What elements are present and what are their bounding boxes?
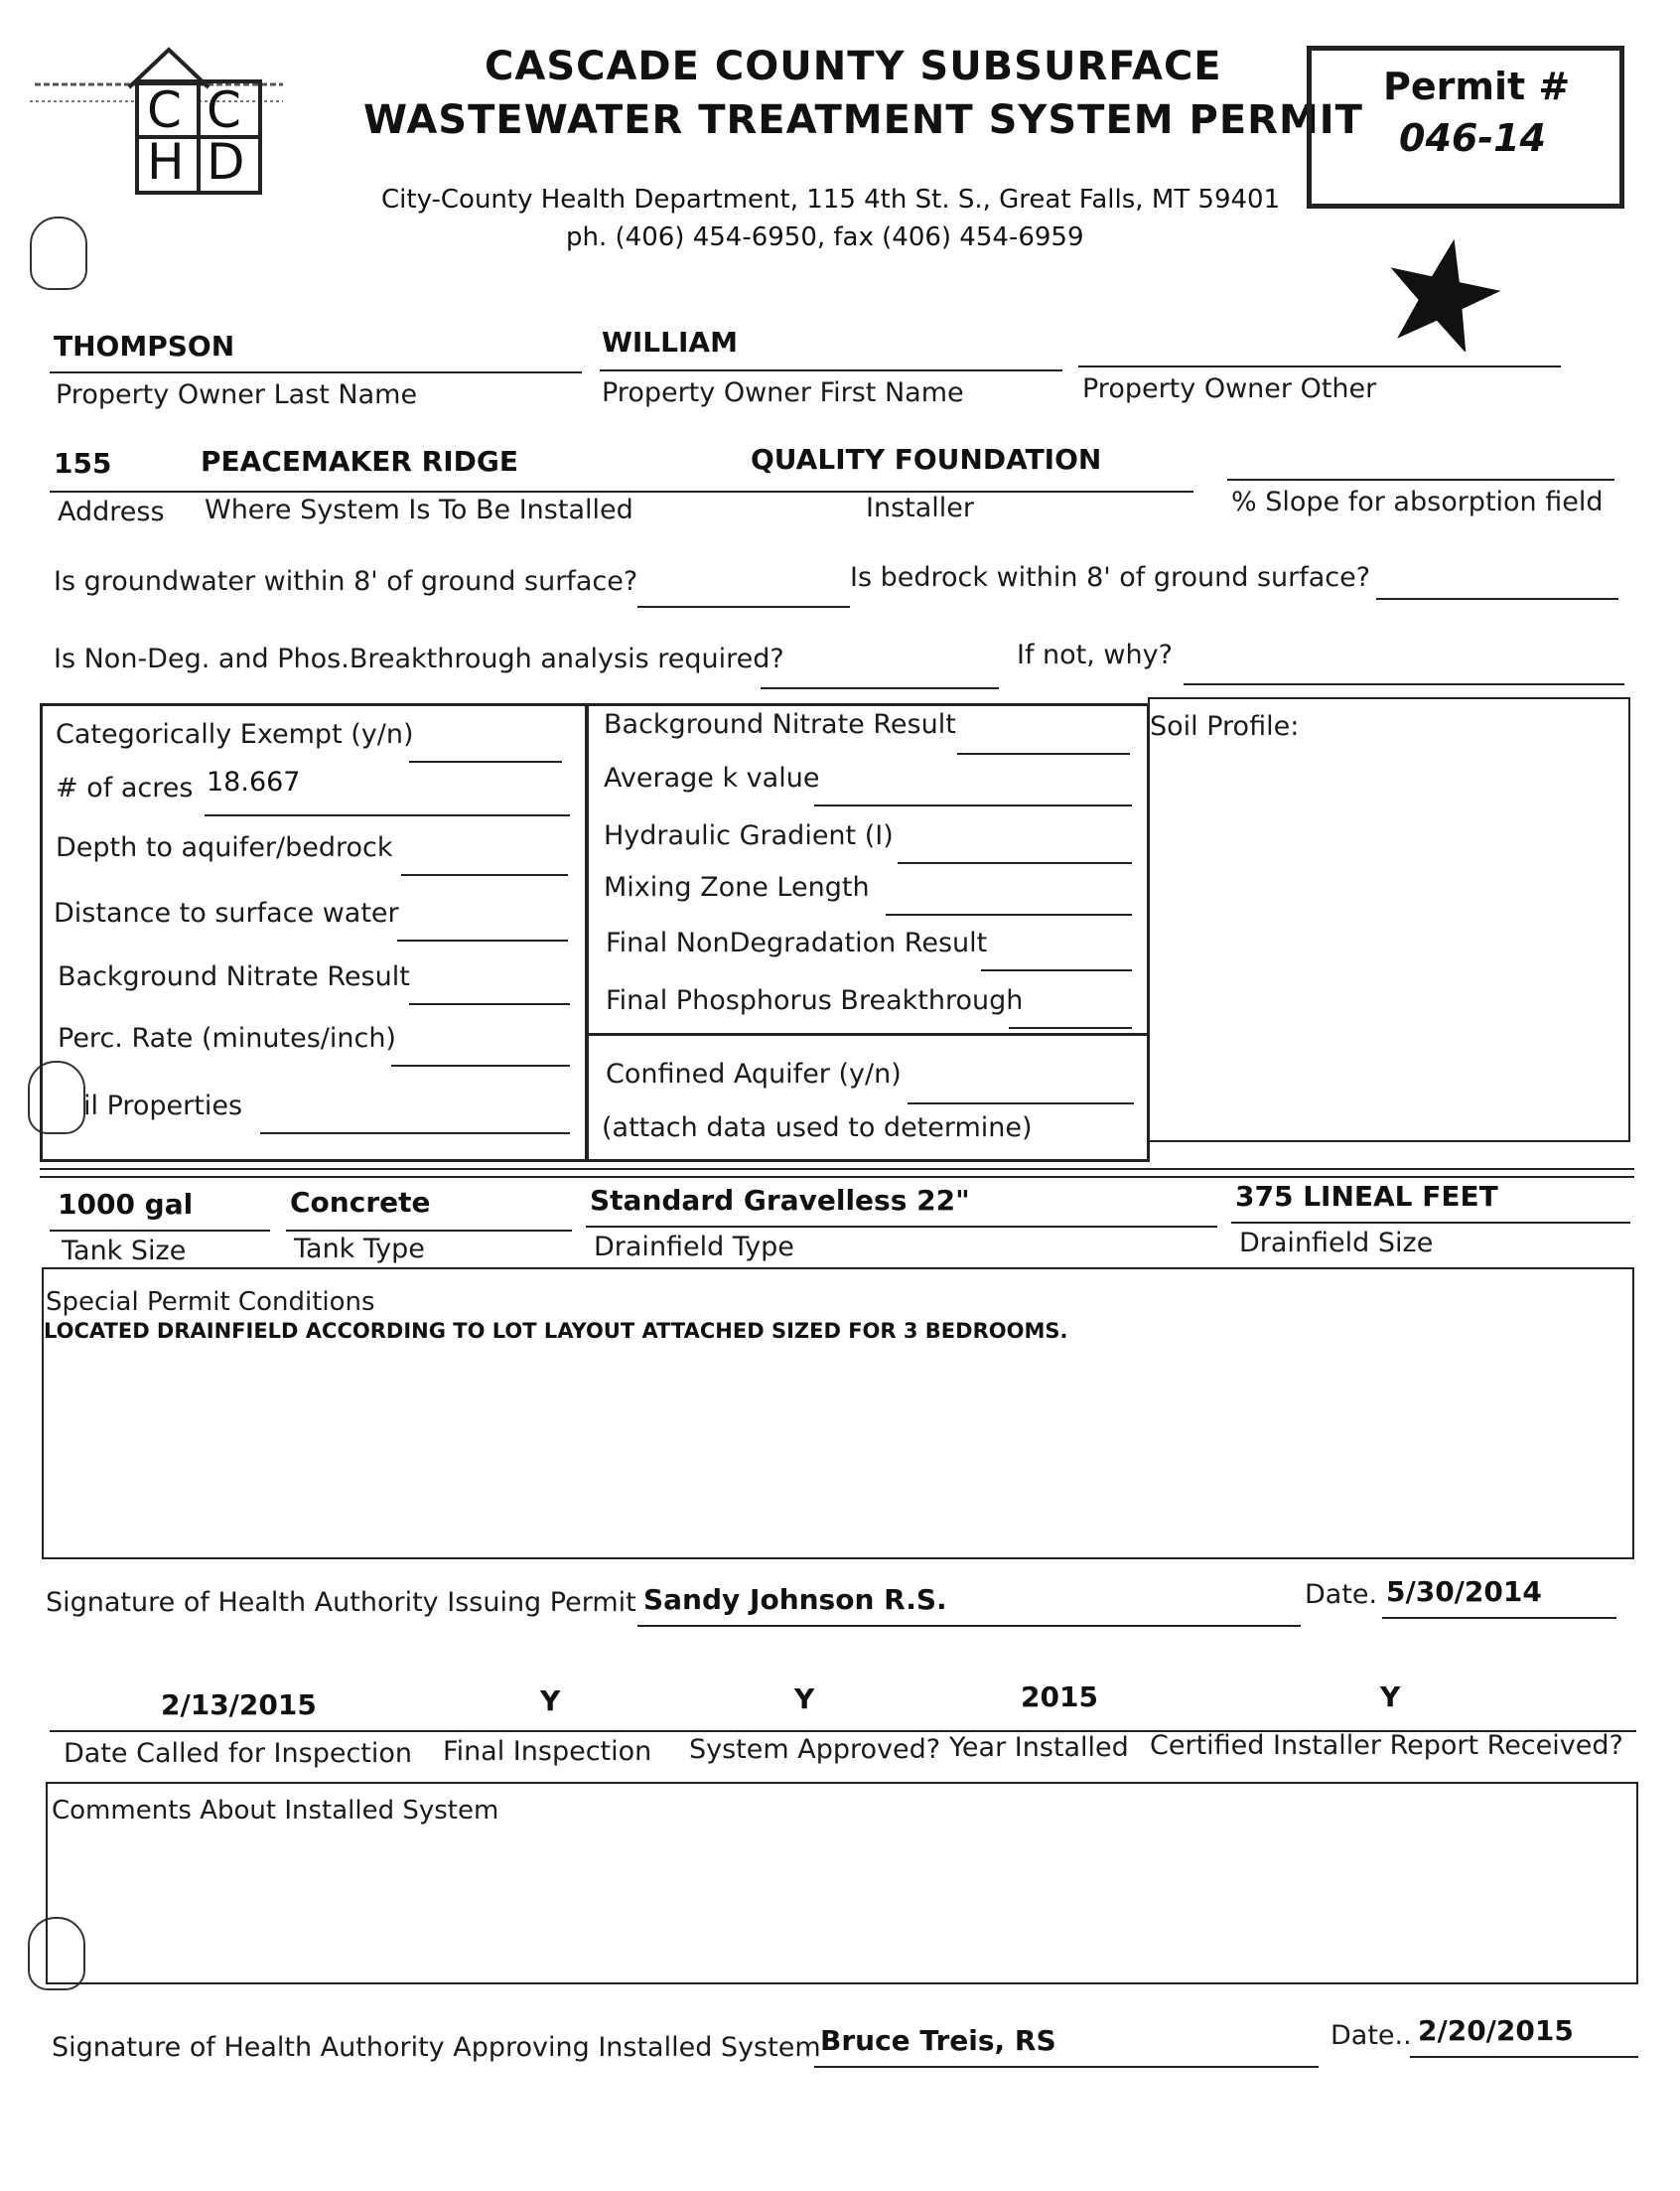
mixing-label: Mixing Zone Length — [604, 872, 870, 903]
drainfield-size[interactable]: 375 LINEAL FEET — [1235, 1180, 1498, 1213]
owner-last-name[interactable]: THOMPSON — [54, 330, 235, 363]
bedrock-question: Is bedrock within 8' of ground surface? — [850, 562, 1371, 593]
tank-type-label: Tank Type — [294, 1234, 425, 1264]
permit-label: Permit # — [1383, 65, 1571, 108]
special-conditions-label: Special Permit Conditions — [46, 1287, 375, 1317]
logo-letter-d: D — [207, 133, 245, 191]
approving-signer[interactable]: Bruce Treis, RS — [820, 2024, 1056, 2057]
confined-label: Confined Aquifer (y/n) — [606, 1059, 902, 1090]
issuing-date-label: Date. — [1305, 1579, 1378, 1610]
permit-number: 046-14 — [1399, 116, 1546, 160]
year-installed-label: Year Installed — [949, 1732, 1129, 1763]
owner-first-name-label: Property Owner First Name — [602, 377, 964, 408]
department-address: City-County Health Department, 115 4th St. S., Great Falls, MT 59401 — [381, 185, 1281, 215]
date-called-label: Date Called for Inspection — [64, 1738, 413, 1769]
owner-last-name-label: Property Owner Last Name — [56, 379, 418, 410]
where-installed-label: Where System Is To Be Installed — [205, 495, 633, 525]
approving-date-label: Date.. — [1330, 2020, 1412, 2051]
soil-properties-label: il Properties — [83, 1091, 243, 1121]
soil-profile-label: Soil Profile: — [1150, 711, 1300, 742]
drainfield-type-label: Drainfield Type — [594, 1232, 794, 1262]
report-received[interactable]: Y — [1380, 1680, 1401, 1713]
nondeg-result-label: Final NonDegradation Result — [606, 928, 988, 958]
title-line-2: WASTEWATER TREATMENT SYSTEM PERMIT — [363, 97, 1363, 143]
report-received-label: Certified Installer Report Received? — [1150, 1730, 1623, 1761]
soil-profile-box[interactable] — [1148, 697, 1630, 1142]
nondeg-answer-line[interactable] — [761, 687, 999, 689]
logo-letter-c2: C — [207, 81, 241, 139]
logo-letter-h: H — [147, 133, 185, 191]
final-inspection[interactable]: Y — [540, 1684, 561, 1717]
acres-label: # of acres — [56, 773, 194, 803]
phos-label: Final Phosphorus Breakthrough — [606, 985, 1024, 1016]
special-conditions-text[interactable]: LOCATED DRAINFIELD ACCORDING TO LOT LAYOUT ATTACHED SIZED FOR 3 BEDROOMS. — [44, 1319, 1068, 1343]
owner-first-name[interactable]: WILLIAM — [602, 326, 738, 359]
issuing-signature-label: Signature of Health Authority Issuing Permit — [46, 1587, 636, 1618]
installer-name[interactable]: QUALITY FOUNDATION — [751, 443, 1102, 476]
if-not-why-label: If not, why? — [1017, 640, 1173, 670]
address-label: Address — [58, 497, 165, 527]
k-value-label: Average k value — [604, 763, 820, 794]
drainfield-size-label: Drainfield Size — [1239, 1228, 1434, 1258]
title-line-1: CASCADE COUNTY SUBSURFACE — [485, 44, 1222, 89]
perc-label: Perc. Rate (minutes/inch) — [58, 1023, 396, 1054]
mid-nitrate-label: Background Nitrate Result — [604, 709, 956, 740]
tank-size[interactable]: 1000 gal — [58, 1188, 194, 1221]
department-phone: ph. (406) 454-6950, fax (406) 454-6959 — [566, 222, 1084, 252]
approving-signature-label: Signature of Health Authority Approving Installed System — [52, 2032, 821, 2063]
acres-value[interactable]: 18.667 — [207, 767, 301, 798]
address-number[interactable]: 155 — [54, 447, 112, 480]
date-called[interactable]: 2/13/2015 — [161, 1688, 317, 1721]
attach-label: (attach data used to determine) — [602, 1112, 1033, 1143]
star-icon — [1384, 234, 1501, 352]
if-not-why-answer-line[interactable] — [1184, 683, 1624, 685]
tank-type[interactable]: Concrete — [290, 1186, 431, 1219]
drainfield-type[interactable]: Standard Gravelless 22" — [590, 1184, 970, 1217]
bedrock-answer-line[interactable] — [1376, 598, 1618, 600]
permit-number-box — [1307, 46, 1624, 209]
system-approved[interactable]: Y — [794, 1682, 815, 1715]
approving-date[interactable]: 2/20/2015 — [1418, 2014, 1574, 2047]
slope-label: % Slope for absorption field — [1231, 487, 1604, 517]
owner-other-label: Property Owner Other — [1082, 373, 1377, 404]
address-street[interactable]: PEACEMAKER RIDGE — [201, 445, 518, 478]
left-nitrate-label: Background Nitrate Result — [58, 961, 410, 992]
logo-letter-c1: C — [147, 81, 182, 139]
groundwater-answer-line[interactable] — [637, 606, 850, 608]
issuing-date[interactable]: 5/30/2014 — [1386, 1575, 1542, 1608]
gradient-label: Hydraulic Gradient (I) — [604, 820, 894, 851]
punch-hole-top — [30, 217, 87, 290]
groundwater-question: Is groundwater within 8' of ground surface? — [54, 566, 638, 597]
installer-label: Installer — [866, 493, 974, 523]
logo-grid — [135, 79, 262, 195]
issuing-signer[interactable]: Sandy Johnson R.S. — [643, 1583, 947, 1616]
depth-label: Depth to aquifer/bedrock — [56, 832, 393, 863]
nondeg-question: Is Non-Deg. and Phos.Breakthrough analysis required? — [54, 644, 784, 674]
exempt-label: Categorically Exempt (y/n) — [56, 719, 414, 750]
final-inspection-label: Final Inspection — [443, 1736, 652, 1767]
tank-size-label: Tank Size — [62, 1236, 187, 1266]
year-installed[interactable]: 2015 — [1021, 1680, 1098, 1713]
system-approved-label: System Approved? — [689, 1734, 941, 1765]
distance-label: Distance to surface water — [54, 898, 399, 929]
comments-label: Comments About Installed System — [52, 1796, 499, 1826]
